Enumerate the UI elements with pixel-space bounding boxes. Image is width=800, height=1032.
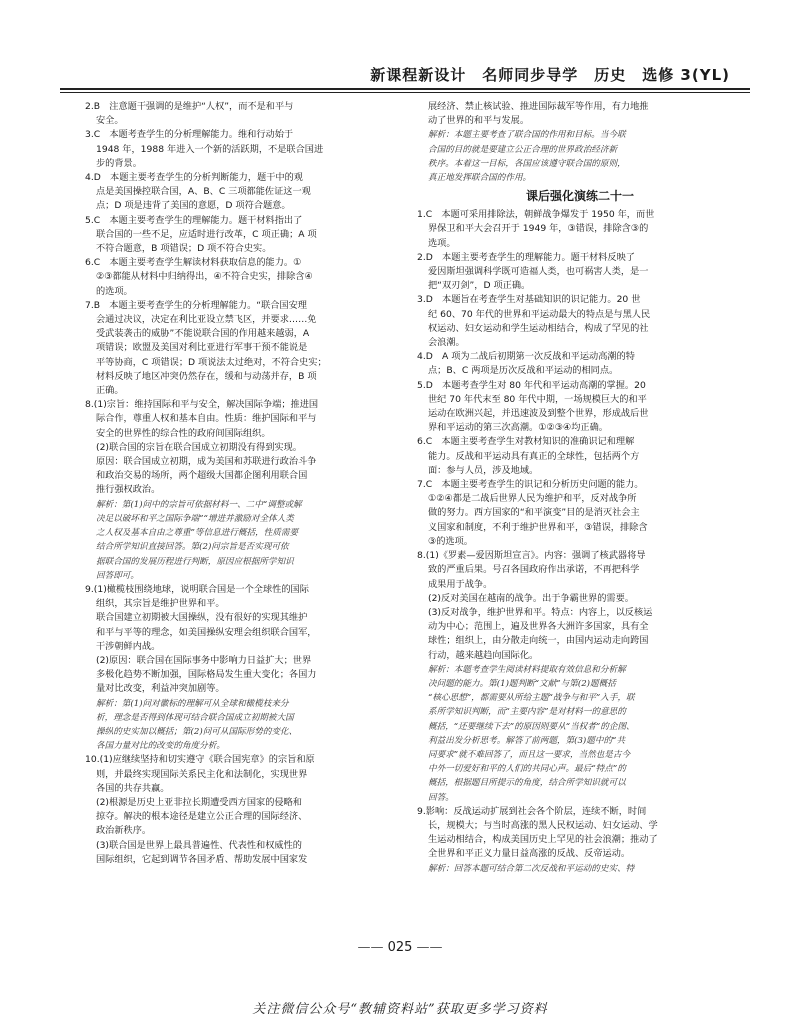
analysis-line: “核心思想”，都需要从所给主题“战争与和平”入手，联: [428, 693, 635, 704]
answer-line: 受武装袭击的威胁”不能说联合国的作用越来越弱，A: [96, 328, 310, 340]
answer-line: (2)原因：联合国在国际事务中影响力日益扩大；世界: [96, 654, 312, 666]
answer-line: 致的严重后果。号召各国政府作出承诺，不再把科学: [428, 564, 640, 576]
answer-line: 长，规模大；与当时高涨的黑人民权运动、妇女运动、学: [428, 819, 658, 831]
answer-line: 各国的共存共赢。: [96, 782, 170, 794]
answer-line: 成果用于战争。: [428, 578, 493, 590]
analysis-line: 决问题的能力。第(1)题判断“文献”与第(2)题概括: [428, 678, 616, 689]
answer-line: (2)反对美国在越南的战争。出于争霸世界的需要。: [428, 592, 634, 604]
answer-line: 干涉朝鲜内战。: [96, 640, 161, 652]
answer-line: 界保卫和平大会召开于 1949 年，③错误，排除含③的: [428, 223, 649, 235]
analysis-line: 秩序。本着这一目标，各国应该遵守联合国的原则，: [428, 158, 626, 169]
answer-item: 2.D 本题主要考查学生的理解能力。题干材料反映了: [417, 251, 635, 263]
answer-line: 把“双刃剑”，D 项正确。: [428, 280, 531, 292]
analysis-line: 决足以破坏和平之国际争端”“增进并激励对全体人类: [96, 513, 294, 524]
answer-line: 平等协商，C 项错误；D 项说法太过绝对，不符合史实；: [96, 356, 327, 368]
answer-line: 会浪潮。: [428, 337, 465, 349]
answer-line: 联合国的一些不足，应适时进行改革，C 项正确；A 项: [96, 228, 317, 240]
answer-line: 际合作，尊重人权和基本自由。性质：维护国际和平与: [96, 413, 317, 425]
answer-item: 7.B 本题主要考查学生的分析理解能力。“联合国安理: [85, 299, 307, 311]
answer-item: 6.C 本题主要考查学生解读材料获取信息的能力。①: [85, 257, 302, 269]
analysis-line: 操纵的史实加以概括；第(2)问可从国际形势的变化、: [96, 726, 298, 737]
analysis-line: 回答即可。: [96, 570, 139, 581]
answer-line: 界和平运动的第三次高潮。①②③④均正确。: [428, 422, 608, 434]
answer-item: 4.D A 项为二战后初期第一次反战和平运动高潮的特: [417, 351, 635, 363]
analysis-line: 解析：本题主要考查了联合国的作用和目标。当今联: [428, 130, 626, 141]
analysis-line: 合国的目的就是要建立公正合理的世界政治经济新: [428, 144, 618, 155]
answer-item: 6.C 本题主要考查学生对教材知识的准确识记和理解: [417, 436, 635, 448]
right-column: [417, 100, 743, 876]
answer-line: 联合国建立初期被大国操纵，没有很好的实现其维护: [96, 612, 308, 624]
answer-line: ①②④都是二战后世界人民为维护和平，反对战争所: [428, 493, 637, 505]
analysis-line: 概括，“还要继续下去”的原因则要从“当权者”的企图、: [428, 721, 635, 732]
answer-line: ②③都能从材料中归纳得出，④不符合史实，排除含④: [96, 271, 313, 283]
answer-line: 政治新秩序。: [96, 825, 152, 837]
section-title: 课后强化演练二十一: [525, 189, 634, 204]
answer-item: 10.(1)应继续坚持和切实遵守《联合国宪章》的宗旨和原: [85, 754, 315, 766]
answer-line: 爱因斯坦强调科学既可造福人类，也可祸害人类，是一: [428, 266, 649, 278]
answer-item: 5.D 本题考查学生对 80 年代和平运动高潮的掌握。20: [417, 379, 646, 391]
analysis-line: 利益出发分析思考。解答了前两题，第(3)题中的“共: [428, 735, 626, 746]
header-rule-thin: [60, 92, 750, 93]
answer-line: 面：参与人员，涉及地域。: [428, 464, 539, 476]
analysis-line: 系所学知识判断，而“主要内容”是对材料一的意思的: [428, 707, 626, 718]
answer-line: 动了世界的和平与发展。: [428, 115, 530, 127]
analysis-line: 解析：本题考查学生阅读材料提取有效信息和分析解: [428, 664, 626, 675]
answer-line: 点；D 项是违背了美国的意愿，D 项符合题意。: [96, 200, 291, 212]
analysis-line: 结合所学知识直接回答。第(2)问宗旨是否实现可依: [96, 542, 289, 553]
answer-line: 运动在欧洲兴起，并迅速波及到整个世界，形成战后世: [428, 408, 649, 420]
answer-line: 安全的世界性的综合性的政府间国际组织。: [96, 427, 271, 439]
answer-line: 全世界和平正义力量日益高涨的反战、反帝运动。: [428, 848, 631, 860]
answer-line: (3)联合国是世界上最具普遍性、代表性和权威性的: [96, 839, 302, 851]
answer-line: 正确。: [96, 385, 124, 397]
answer-line: 做的努力。西方国家的“和平演变”目的是消灭社会主: [428, 507, 640, 519]
page-number: 025: [387, 940, 413, 955]
header-rule-thick: [60, 88, 750, 90]
answer-item: 1.C 本题可采用排除法，朝鲜战争爆发于 1950 年，而世: [417, 209, 655, 221]
answer-line: 安全。: [96, 115, 124, 127]
answer-line: 国际组织，它起到调节各国矛盾、帮助发展中国家发: [96, 853, 308, 865]
footer-note: 关注微信公众号“教辅资料站”获取更多学习资料: [252, 1002, 548, 1017]
answer-line: 选项。: [428, 237, 456, 249]
answer-item: 8.(1)《罗素—爱因斯坦宣言》。内容：强调了核武器将导: [417, 550, 646, 562]
analysis-line: 析，理念是否得到体现可结合联合国成立初期被大国: [96, 712, 294, 723]
answer-item: 4.D 本题主要考查学生的分析判断能力，题干中的观: [85, 172, 303, 184]
answer-item: 7.C 本题主要考查学生的识记和分析历史问题的能力。: [417, 479, 644, 491]
analysis-line: 中外一切爱好和平的人们的共同心声。最后“特点”的: [428, 764, 626, 775]
answer-line: 生运动相结合，构成美国历史上罕见的社会浪潮；推动了: [428, 834, 658, 846]
answer-item: 9.(1)橄榄枝围绕地球，说明联合国是一个全球性的国际: [85, 583, 309, 595]
answer-item: 5.C 本题主要考查学生的理解能力。题干材料指出了: [85, 214, 303, 226]
answer-line: (2)根源是历史上亚非拉长期遭受西方国家的侵略和: [96, 796, 302, 808]
answer-line: 不符合题意，B 项错误；D 项不符合史实。: [96, 243, 272, 255]
answer-line: 和政治交易的场所，两个超级大国都企图利用联合国: [96, 470, 308, 482]
analysis-line: 解析：回答本题可结合第二次反战和平运动的史实、特: [428, 863, 635, 874]
analysis-line: 解析：第(1)问中的宗旨可依据材料一、二中“调整或解: [96, 499, 302, 510]
answer-line: 1948 年，1988 年进入一个新的活跃期，不是联合国进: [96, 143, 324, 155]
answer-line: 能力。反战和平运动具有真正的全球性，包括两个方: [428, 450, 640, 462]
page-header: [60, 58, 750, 92]
answer-line: 推行强权政治。: [96, 484, 161, 496]
analysis-line: 概括，根据题目所提示的角度，结合所学知识就可以: [428, 778, 626, 789]
answer-item: 3.D 本题旨在考查学生对基础知识的识记能力。20 世: [417, 294, 641, 306]
answer-line: 点是美国操控联合国，A、B、C 三项都能佐证这一观: [96, 186, 311, 198]
answer-line: 权运动、妇女运动和学生运动相结合，构成了罕见的社: [428, 322, 649, 334]
page-number-footer: —— 025 ——: [357, 940, 443, 955]
answer-item: 2.B 注意题干强调的是维护“人权”，而不是和平与: [85, 101, 294, 112]
answer-line: (2)联合国的宗旨在联合国成立初期没有得到实现。: [96, 441, 302, 453]
answer-line: 会通过决议，决定在利比亚设立禁飞区，并要求……免: [96, 314, 317, 326]
analysis-line: 回答。: [428, 792, 454, 803]
answer-line: 原因：联合国成立初期，成为美国和苏联进行政治斗争: [96, 456, 317, 468]
analysis-line: 解析：第(1)问对徽标的理解可从全球和橄榄枝来分: [96, 698, 289, 709]
answer-line: 展经济、禁止核试验、推进国际裁军等作用，有力地推: [428, 101, 649, 112]
answer-line: 义国家和制度，不利于维护世界和平，③错误，排除含: [428, 521, 648, 533]
answer-line: 材料反映了地区冲突仍然存在，缓和与动荡并存，B 项: [96, 370, 317, 382]
answer-line: 多极化趋势不断加强，国际格局发生重大变化；各国力: [96, 669, 317, 681]
answer-line: 行动，越来越趋向国际化。: [428, 649, 539, 661]
answer-line: ③的选项。: [428, 535, 473, 547]
left-column: [85, 100, 411, 867]
analysis-line: 各国力量对比的改变的角度分析。: [96, 741, 225, 752]
answer-line: 步的背景。: [96, 157, 142, 169]
answer-line: 量对比改变，利益冲突加剧等。: [96, 683, 225, 695]
answer-line: 纪 60、70 年代的世界和平运动最大的特点是与黑人民: [428, 308, 651, 320]
answer-line: 掠夺。解决的根本途径是建立公正合理的国际经济、: [96, 811, 308, 823]
answer-line: 和平与平等的理念，如美国操纵安理会组织联合国军，: [96, 626, 317, 638]
answer-line: 点；B、C 两项是历次反战和平运动的相同点。: [428, 365, 619, 377]
answer-item: 3.C 本题考查学生的分析理解能力。维和行动始于: [85, 129, 294, 141]
answer-line: 项错误；欧盟及美国对利比亚进行军事干预不能说是: [96, 342, 308, 354]
answer-line: (3)反对战争，维护世界和平。特点：内容上，以反核运: [428, 606, 653, 618]
answer-line: 组织，其宗旨是维护世界和平。: [96, 598, 225, 610]
answer-line: 世纪 70 年代末至 80 年代中期，一场规模巨大的和平: [428, 393, 647, 405]
answer-line: 的选项。: [96, 285, 133, 297]
analysis-line: 同要求”就不难回答了，而且这一要求，当然也是古今: [428, 749, 631, 760]
answer-line: 动为中心；范围上，遍及世界各大洲许多国家，具有全: [428, 621, 649, 633]
answer-line: 则，并最终实现国际关系民主化和法制化，实现世界: [96, 768, 308, 780]
analysis-line: 之人权及基本自由之尊重”等信息进行概括，性质需要: [96, 528, 299, 539]
answer-line: 球性；组织上，由分散走向统一，由国内运动走向跨国: [428, 635, 649, 647]
analysis-line: 据联合国的发展历程进行判断，原因应根据所学知识: [96, 556, 294, 567]
header-title: 新课程新设计 名师同步导学 历史 选修 3(YL): [370, 66, 730, 84]
answer-item: 8.(1)宗旨：维持国际和平与安全，解决国际争端；推进国: [85, 399, 319, 411]
answer-item: 9.影响：反战运动扩展到社会各个阶层，连续不断，时间: [417, 805, 647, 817]
analysis-line: 真正地发挥联合国的作用。: [428, 173, 532, 184]
